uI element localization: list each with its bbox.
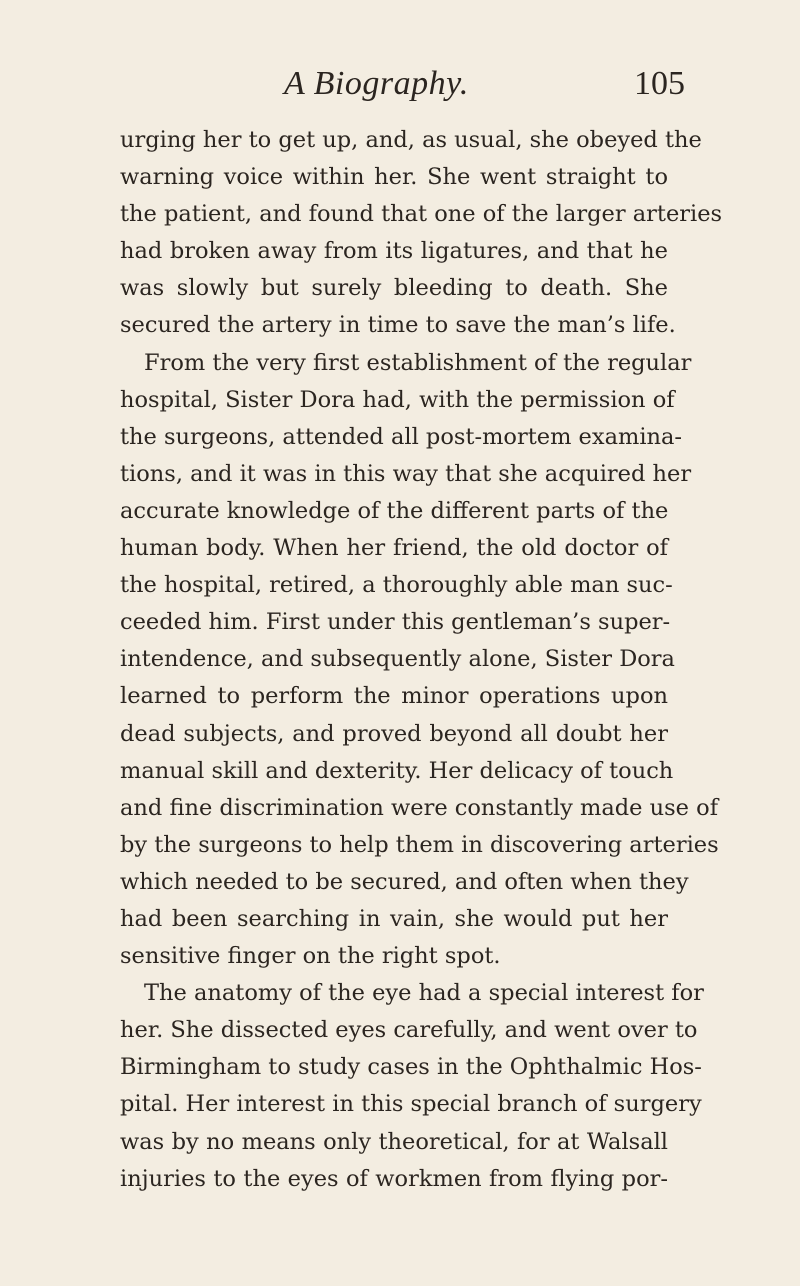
text-line: urging her to get up, and, as usual, she obeyed the <box>120 127 702 153</box>
text-line: accurate knowledge of the different parts of the <box>120 497 669 524</box>
text-line: the patient, and found that one of the larger arteries <box>120 201 723 228</box>
text-line: hospital, Sister Dora had, with the permission of <box>120 386 675 413</box>
running-title: A Biography. <box>284 65 469 102</box>
text-line: The anatomy of the eye had a special interest for <box>144 980 704 1007</box>
text-line: injuries to the eyes of workmen from flying por- <box>120 1165 668 1192</box>
text-line: From the very first establishment of the regular <box>144 349 692 376</box>
text-line: was by no means only theoretical, for at Walsall <box>120 1128 668 1155</box>
running-head <box>0 64 800 104</box>
text-line: Birmingham to study cases in the Ophthalmic Hos- <box>120 1054 702 1081</box>
text-line: ceeded him. First under this gentleman’s super- <box>120 609 671 636</box>
text-line: had broken away from its ligatures, and that he <box>120 238 668 265</box>
text-line: human body. When her friend, the old doctor of <box>120 535 668 562</box>
text-line: was slowly but surely bleeding to death. She <box>120 275 668 302</box>
text-line: and fine discrimination were constantly made use of <box>120 794 719 821</box>
text-line: tions, and it was in this way that she acquired her <box>120 460 692 487</box>
text-line: secured the artery in time to save the man’s life. <box>120 312 676 339</box>
text-line: learned to perform the minor operations upon <box>120 683 668 710</box>
text-line: pital. Her interest in this special branch of surgery <box>120 1091 702 1118</box>
text-line: sensitive finger on the right spot. <box>120 943 501 970</box>
text-line: warning voice within her. She went straight to <box>120 164 668 191</box>
text-line: by the surgeons to help them in discovering arteries <box>120 831 719 858</box>
text-line: her. She dissected eyes carefully, and went over to <box>120 1017 698 1044</box>
body-text <box>120 122 723 1198</box>
text-line: had been searching in vain, she would put her <box>120 905 668 932</box>
text-line: the surgeons, attended all post-mortem examina- <box>120 423 683 450</box>
text-line: dead subjects, and proved beyond all doubt her <box>120 720 668 747</box>
page-number: 105 <box>634 65 685 102</box>
text-line: intendence, and subsequently alone, Sister Dora <box>120 646 675 673</box>
text-line: the hospital, retired, a thoroughly able man suc- <box>120 572 673 599</box>
text-line: which needed to be secured, and often when they <box>120 868 689 895</box>
text-line: manual skill and dexterity. Her delicacy of touch <box>120 757 674 784</box>
